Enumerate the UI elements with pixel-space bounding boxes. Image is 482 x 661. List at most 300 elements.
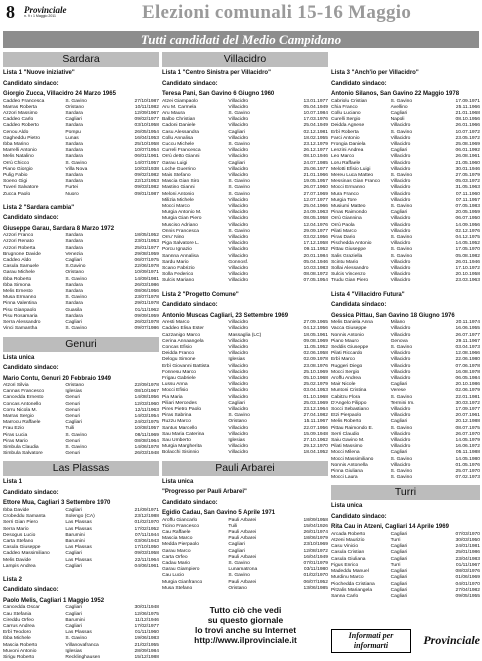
birth-date: 01/11/1960 — [134, 630, 159, 636]
birth-place: S. Gavino — [228, 141, 250, 147]
birth-date: 30/01/1948 — [134, 605, 159, 611]
birth-place: S. Gavino — [390, 468, 413, 474]
birth-date: 06/07/1975 — [134, 258, 159, 264]
birth-date: 20.10.1958 — [455, 272, 480, 278]
birth-place: Las Plassas — [65, 557, 92, 563]
birth-place: Sardara — [65, 179, 83, 185]
birth-date: 17.05.1970 — [455, 247, 480, 253]
birth-date: 17/02/1952 — [134, 526, 159, 532]
birth-date: 26/05/1954 — [134, 129, 159, 135]
candidate-name: Piano Giorgio — [3, 166, 33, 172]
birth-date: 18.05.1961 — [303, 332, 328, 338]
candidate-name: Nonnis Antonio — [331, 332, 364, 338]
candidate-name: Marras Roberta — [3, 104, 37, 110]
birth-place: Villacidro — [390, 406, 411, 412]
birth-date: 03/10/1958 — [134, 123, 159, 129]
candidate-name: Bolacchi Sisinnio — [162, 450, 199, 456]
website-promo — [163, 605, 328, 645]
candidate-name: Frau Ezio — [3, 426, 24, 432]
birth-date: 22/11/1964 — [134, 557, 159, 563]
birth-date: 22.07.1956 — [303, 425, 328, 431]
candidate-name: Melis Davide — [3, 557, 31, 563]
candidate-name: Piga Salvatore L. — [162, 241, 200, 247]
birth-place: Cagliari — [390, 550, 408, 556]
birth-date: 29.09.1977 — [303, 228, 328, 234]
birth-date: 27.05.1979 — [455, 172, 480, 178]
candidate-name: Aresti Marco — [162, 320, 190, 326]
candidate-name: Ibba Roberto — [3, 276, 32, 282]
birth-date: 10.07.1972 — [455, 129, 480, 135]
candidate-name: Cuccu Michele — [162, 141, 195, 147]
birth-place: S. Gavino — [228, 191, 250, 197]
birth-place: Villacidro — [228, 135, 249, 141]
birth-place: Cagliari — [390, 531, 408, 537]
birth-place: Cagliari — [390, 569, 408, 575]
birth-date: 08.08.1972 — [303, 272, 328, 278]
candidate-name: Lenzini Andrea — [331, 148, 364, 154]
birth-place: S. Gavino — [65, 160, 87, 166]
birth-date: 02.12.1976 — [455, 228, 480, 234]
masthead-logo — [24, 6, 67, 19]
candidate-name: Pittau Raimondo E. — [331, 425, 374, 431]
birth-date: 10.07.1984 — [303, 110, 328, 116]
birth-date: 18.04.1952 — [303, 450, 328, 456]
birth-date: 09.11.1952 — [303, 247, 328, 253]
birth-place: Guasila — [65, 307, 82, 313]
candidate-label: Candidato sindaco: — [162, 80, 218, 87]
list-villacidro-4 — [331, 292, 480, 482]
birth-date: 16/04/1949 — [303, 554, 328, 560]
birth-date: 22.06.1980 — [455, 357, 480, 363]
birth-date: 14/06/1978 — [134, 445, 159, 451]
birth-date: 01/06/1969 — [455, 575, 480, 581]
birth-place: Villacidro — [228, 104, 249, 110]
candidate-mayor: Paolo Melis, Cagliari 1 Maggio 1952 — [3, 597, 105, 604]
promo-line-1: Tutto ciò che vedi — [209, 605, 282, 615]
birth-place: S.Gavino — [65, 264, 86, 270]
birth-date: 05.08.1982 — [455, 253, 480, 259]
birth-place: Avellino — [390, 104, 408, 110]
candidate-name: Curelli Sergio — [331, 117, 361, 123]
birth-date: 03.04.1953 — [303, 388, 328, 394]
birth-date: 03/11/1980 — [303, 567, 328, 573]
list-sardara-1 — [3, 70, 159, 198]
birth-date: 14/08/1956 — [134, 395, 159, 401]
candidate-mayor: Giuseppe Garau, Sardara 8 Marzo 1972 — [3, 225, 115, 232]
candidate-row — [162, 586, 328, 592]
list-heading: Lista 1 — [3, 479, 23, 486]
birth-place: Villacidro — [390, 179, 411, 185]
candidate-mayor: Giorgio Zucca, Villacidro 24 Marzo 1965 — [3, 91, 116, 97]
list-heading: Lista 4 "Villacidro Futura" — [331, 291, 405, 298]
list-heading: Lista 3 "Anch'io per Villacidro" — [331, 70, 419, 76]
birth-place: Villacidro — [228, 444, 249, 450]
list-sardara-2 — [3, 205, 159, 333]
birth-date: 12/06/1975 — [134, 611, 159, 617]
birth-place: Sardara — [65, 148, 83, 154]
birth-date: 25.02.1979 — [303, 382, 328, 388]
birth-place: Recklinghausen — [65, 655, 101, 661]
promo-url[interactable]: http://www.ilprovinciale.it — [194, 635, 297, 645]
birth-date: 12/11/1963 — [134, 407, 159, 413]
birth-place: Cagliari — [390, 575, 408, 581]
candidate-name: Murgia Tore — [331, 197, 357, 203]
birth-date: 01/11/1967 — [455, 562, 480, 568]
birth-place: Villacidro — [390, 369, 411, 375]
list-villacidro-2 — [162, 292, 328, 457]
birth-date: 17.12.1958 — [303, 241, 328, 247]
birth-place: Cagliari — [228, 548, 245, 554]
birth-date: 07.11.1957 — [455, 197, 480, 203]
birth-place: Lunas — [65, 135, 79, 141]
candidate-name: Pisu Gianpaolo — [3, 307, 37, 313]
candidate-name: Cau Lucio — [162, 573, 185, 579]
birth-date: 17.09.1977 — [455, 406, 480, 412]
candidate-name: Orrù Paola — [331, 222, 355, 228]
birth-place: Cagliari — [65, 320, 82, 326]
birth-place: S. Gavino — [228, 110, 250, 116]
birth-place: Iglesias — [65, 648, 82, 654]
birth-date: 01.05.1976 — [455, 462, 480, 468]
birth-place: Oristano — [228, 419, 247, 425]
birth-date: 10/03/1938 — [134, 166, 159, 172]
birth-date: 11/12/1946 — [134, 617, 159, 623]
candidate-name: Leo Marco — [331, 154, 355, 160]
birth-date: 29/08/1959 — [134, 251, 159, 257]
birth-place: Turri — [390, 562, 401, 568]
candidate-name: Balbo Christian — [162, 117, 196, 123]
candidate-name: Serri Gian Piero — [3, 520, 38, 526]
candidate-name: Piras Lucia — [3, 432, 28, 438]
birth-date: 22.01.1981 — [455, 394, 480, 400]
birth-place: Las Plassas — [65, 526, 92, 532]
birth-date: 25.07.1970 — [455, 468, 480, 474]
birth-place: Cagliari — [390, 556, 408, 562]
candidate-name: Piras Sabrina — [162, 413, 192, 419]
candidate-name: Vacca Giuseppe — [331, 326, 367, 332]
birth-place: Villacidro — [390, 123, 411, 129]
birth-date: 06/01/1961 — [134, 154, 159, 160]
birth-place: Villacidro — [390, 272, 411, 278]
birth-date: 30/03/1950 — [455, 538, 480, 544]
birth-date: 22/06/1978 — [134, 264, 159, 270]
candidate-name: Piras Mario — [3, 438, 28, 444]
birth-place: Villacidro — [228, 272, 249, 278]
birth-date: 07/01/1979 — [303, 560, 328, 566]
birth-place: Verese — [390, 388, 406, 394]
candidate-name: Milizia Michele — [162, 197, 194, 203]
birth-place: Villacidro — [228, 241, 249, 247]
birth-place: Villacidro — [390, 278, 411, 284]
candidate-name: Atzei Giampaolo — [162, 98, 198, 104]
candidate-name: Onnis Francesca — [162, 228, 199, 234]
promo-line-3: lo trovi anche su Internet — [194, 625, 297, 635]
birth-place: Sardara — [65, 123, 83, 129]
birth-date: 05.10.1968 — [303, 375, 328, 381]
candidate-name: Etzi Pierpaolo — [331, 413, 362, 419]
candidate-name: Cazzanigo Marco — [162, 332, 201, 338]
candidate-mayor: Rita Cau in Atzeni, Cagliari 14 Aprile 1969 — [331, 524, 449, 531]
candidate-name: Sau Umberto — [162, 437, 191, 443]
birth-place: Massaglia (LC) — [228, 332, 262, 338]
candidate-name: Scintu Mario — [331, 259, 359, 265]
birth-place: Villacidro — [228, 388, 249, 394]
candidate-name: Cabitzu Flora — [331, 394, 361, 400]
birth-place: Villacidro — [228, 450, 249, 456]
candidate-row — [3, 192, 159, 198]
birth-place: Cagliari — [390, 148, 408, 154]
candidate-mayor: Ettore Mua, Cagliari 3 Settembre 1970 — [3, 500, 111, 507]
candidate-name: Arcada Roberto — [331, 531, 366, 537]
candidate-name: Mascia Roberto — [3, 642, 38, 648]
promo-line-2: su questo giornale — [207, 615, 284, 625]
birth-place: Villacidro — [228, 425, 249, 431]
candidate-name: Fonnesu Marco — [162, 369, 196, 375]
birth-date: 17/10/1950 — [134, 545, 159, 551]
list-genuri — [3, 355, 159, 458]
birth-place: Villacidro — [390, 154, 411, 160]
birth-date: 16.08.1978 — [455, 369, 480, 375]
birth-place: Cagliari — [390, 544, 408, 550]
birth-place: Cagliari — [65, 624, 82, 630]
birth-date: 02.12.1981 — [303, 129, 328, 135]
birth-place: S. Gavino — [65, 326, 87, 332]
birth-place: Sardara — [65, 233, 83, 239]
candidate-mayor: Antonio Muscas Cagliari, 23 Settembre 1969 — [162, 312, 289, 319]
candidate-name: Atzori Silvia — [3, 383, 29, 388]
birth-date: 08.10.1946 — [303, 154, 328, 160]
birth-place: Villacidro — [390, 141, 411, 147]
candidate-row — [3, 451, 159, 457]
birth-date: 17.03.1976 — [303, 117, 328, 123]
birth-date: 26.01.1946 — [455, 259, 480, 265]
birth-place: Sardara — [65, 110, 83, 116]
birth-date: 18/05/1952 — [134, 233, 159, 239]
birth-date: 25.04.1966 — [303, 203, 328, 209]
birth-place: Sardara — [65, 245, 83, 251]
candidate-row — [331, 475, 480, 481]
list-heading: Lista 2 "Sardara cambia" — [3, 204, 75, 211]
birth-place: Villacidro — [390, 259, 411, 265]
candidate-mayor: Teresa Pani, San Gavino 6 Giugno 1960 — [162, 91, 275, 97]
birth-date: 08/03/1976 — [455, 569, 480, 575]
candidate-name: Pilati Massimo — [331, 444, 363, 450]
birth-place: Villacidro — [228, 375, 249, 381]
birth-place: S. Gavino — [390, 475, 413, 481]
candidate-name: Cancedda Ernesto — [3, 395, 44, 401]
birth-date: 24/02/1975 — [134, 420, 159, 426]
candidate-name: Murgia Gian Piero — [162, 216, 202, 222]
candidate-name: Muvoni Antonio — [3, 648, 37, 654]
birth-date: 15.11.1967 — [303, 419, 328, 425]
candidate-name: Seddis Giuseppe — [331, 344, 369, 350]
birth-date: 14/03/1954 — [134, 414, 159, 420]
list-turri — [331, 503, 480, 600]
birth-date: 23.03.1963 — [455, 278, 480, 284]
birth-place: Pauli Arbarei — [228, 517, 257, 523]
birth-date: 10/09/1971 — [134, 270, 159, 276]
birth-place: Cagliari — [65, 117, 82, 123]
candidate-name: Garau Luigi — [162, 160, 188, 166]
birth-place: Villanovafranca — [65, 642, 99, 648]
candidate-label: Candidato sindaco: — [3, 365, 59, 371]
masthead-logo-text: Provinciale — [24, 5, 67, 16]
birth-place: S. Gavino — [65, 98, 87, 104]
birth-place: Furtei — [65, 185, 78, 191]
birth-place: Villacidro — [390, 413, 411, 419]
candidate-name: Piano Mauro — [331, 338, 359, 344]
candidate-name: Mocci Milena — [331, 450, 360, 456]
birth-date: 25/10/1958 — [134, 141, 159, 147]
candidate-name: Musciso Adriano — [162, 222, 198, 228]
birth-date: 26.12.1977 — [303, 148, 328, 154]
birth-place: Villacidro — [228, 154, 249, 160]
candidate-name: Garau Marco — [162, 548, 191, 554]
birth-date: 24.07.1985 — [303, 160, 328, 166]
candidate-name: Cerina Annaangela — [162, 338, 204, 344]
birth-date: 14/07/1957 — [134, 160, 159, 166]
candidate-name: Caddeo Roberto — [3, 123, 39, 129]
birth-date: 03.02.1956 — [303, 234, 328, 240]
birth-date: 12.08.1966 — [455, 351, 480, 357]
birth-place: S. Gavino — [390, 234, 413, 240]
birth-date: 23.12.1979 — [303, 141, 328, 147]
birth-date: 14/09/1981 — [134, 276, 159, 282]
birth-date: 23/10/1969 — [303, 542, 328, 548]
birth-place: Villacidro — [228, 369, 249, 375]
candidate-name: Melis Roberto — [331, 419, 362, 425]
birth-date: 23/12/1988 — [134, 514, 159, 520]
candidate-name: Caddeo Francesca — [3, 98, 45, 104]
birth-date: 20.11.1974 — [455, 320, 480, 326]
birth-place: Villacidro — [390, 431, 411, 437]
birth-date: 01/11/1962 — [134, 307, 159, 313]
birth-place: Pauli Arbarei — [228, 536, 257, 542]
birth-date: 04.12.1956 — [303, 326, 328, 332]
candidate-name: Caddeo Carlo — [3, 117, 34, 123]
candidate-row — [3, 326, 159, 332]
candidate-name: Casula Cristian — [331, 550, 365, 556]
candidate-mayor: Egidio Cadau, San Gavino 5 Aprile 1971 — [162, 510, 276, 517]
candidate-name: Mocci Laura — [331, 475, 358, 481]
birth-place: Villa Nova — [65, 166, 88, 172]
candidate-row — [162, 278, 328, 284]
candidate-row — [331, 594, 480, 600]
candidate-name: Garau Giampiero — [162, 567, 200, 573]
birth-date: 12/08/1972 — [303, 548, 328, 554]
birth-place: Cagliari — [228, 160, 245, 166]
birth-date: 26/01/1974 — [303, 529, 328, 535]
birth-place: S. Gavino — [228, 228, 250, 234]
candidate-name: Murgia Gianfranco — [162, 579, 203, 585]
candidate-name: Ibba Marino — [3, 141, 29, 147]
candidate-name: Ruggeri Diego — [331, 363, 363, 369]
candidate-name: Saiu Gavino M. — [331, 437, 365, 443]
birth-date: 14.05.1979 — [455, 437, 480, 443]
candidate-name: Desogus Lucio — [3, 532, 36, 538]
candidate-name: Aroffu Andrea — [331, 375, 361, 381]
candidate-name: Meloni Antonio — [162, 191, 195, 197]
candidate-name: Pischedda Antonio — [331, 241, 372, 247]
birth-place: S. Gavino — [65, 432, 87, 438]
candidate-name: Piliari Mercedes — [162, 400, 197, 406]
candidate-name: Orru' Nino — [162, 234, 185, 240]
birth-date: 23/04/1983 — [455, 556, 480, 562]
birth-date: 25.10.1969 — [303, 369, 328, 375]
birth-date: 04/06/1961 — [134, 563, 159, 569]
candidate-name: Nonnis Antonella — [331, 462, 368, 468]
candidate-name: Gagheddu Pietro — [3, 135, 40, 141]
birth-date: 20.12.1988 — [455, 419, 480, 425]
birth-place: Genuri — [65, 438, 81, 444]
birth-place: Sardara — [65, 313, 83, 319]
birth-date: 09/01/1987 — [134, 191, 159, 197]
birth-date: 09/03/1982 — [134, 185, 159, 191]
birth-date: 16.06.1955 — [455, 326, 480, 332]
section-sardara: Sardara — [3, 52, 159, 67]
candidate-name: Mereu Luca Matteo — [331, 172, 374, 178]
birth-place: Tuili — [65, 426, 75, 432]
candidate-name: Mocci Sergio — [331, 369, 360, 375]
birth-place: S. Gavino — [228, 560, 250, 566]
list-villacidro-1 — [162, 70, 328, 285]
birth-date: 15/04/1926 — [303, 523, 328, 529]
birth-place: Villacidro — [390, 357, 411, 363]
birth-place: Villacidro — [228, 166, 249, 172]
birth-date: 21.01.1968 — [455, 110, 480, 116]
candidate-name: Pinas Raimondo — [331, 210, 367, 216]
birth-date: 21/09/1971 — [134, 507, 159, 513]
candidate-name: Orrù Giannina — [331, 216, 362, 222]
birth-place: Gonnosf. — [228, 259, 249, 265]
birth-place: Iglesias — [228, 437, 245, 443]
candidate-name: Deidda Agnese — [331, 123, 365, 129]
candidate-label: Candidato sindaco: — [3, 215, 59, 222]
birth-place: Villacidro — [228, 247, 249, 253]
candidate-name: Marrelli Antonio — [3, 148, 37, 154]
footer-box: Informati per informarti — [331, 629, 411, 653]
candidate-name: Carta Stefano — [3, 538, 34, 544]
birth-place: Cagliari — [390, 419, 408, 425]
birth-place: Las Plassas — [65, 520, 92, 526]
birth-place: Villacidro — [390, 197, 411, 203]
candidate-name: Melis Ernesto — [3, 289, 33, 295]
birth-place: S. Gavino — [228, 185, 250, 191]
birth-date: 26.07.1970 — [455, 431, 480, 437]
candidate-name: Vinci Samantha — [3, 326, 38, 332]
candidate-name: Erbì Roberta — [331, 129, 359, 135]
candidate-name: Azzori Renato — [3, 239, 34, 245]
birth-date: 31.05.1963 — [455, 185, 480, 191]
candidate-name: Frigau Gabriele — [162, 375, 196, 381]
birth-place: Villacidro — [390, 166, 411, 172]
candidate-name: Casu Vinicio — [331, 544, 359, 550]
candidate-name: Sardu Mario — [162, 259, 189, 265]
candidate-name: Lussu Anna — [162, 382, 188, 388]
birth-date: 06.07.1950 — [455, 216, 480, 222]
birth-date: 08.10.1956 — [455, 117, 480, 123]
birth-place: Cagliari — [390, 587, 408, 593]
birth-place: Villacidro — [228, 203, 249, 209]
candidate-name: Cadoni Daniele — [162, 123, 196, 129]
birth-date: 26/03/1948 — [134, 451, 159, 457]
birth-place: Oristano — [65, 104, 84, 110]
birth-date: 03/06/1943 — [134, 538, 159, 544]
birth-place: Cagliari — [390, 210, 408, 216]
birth-date: 19/06/1983 — [134, 636, 159, 642]
birth-date: 16/04/1953 — [134, 135, 159, 141]
birth-date: 25.08.1969 — [455, 141, 480, 147]
